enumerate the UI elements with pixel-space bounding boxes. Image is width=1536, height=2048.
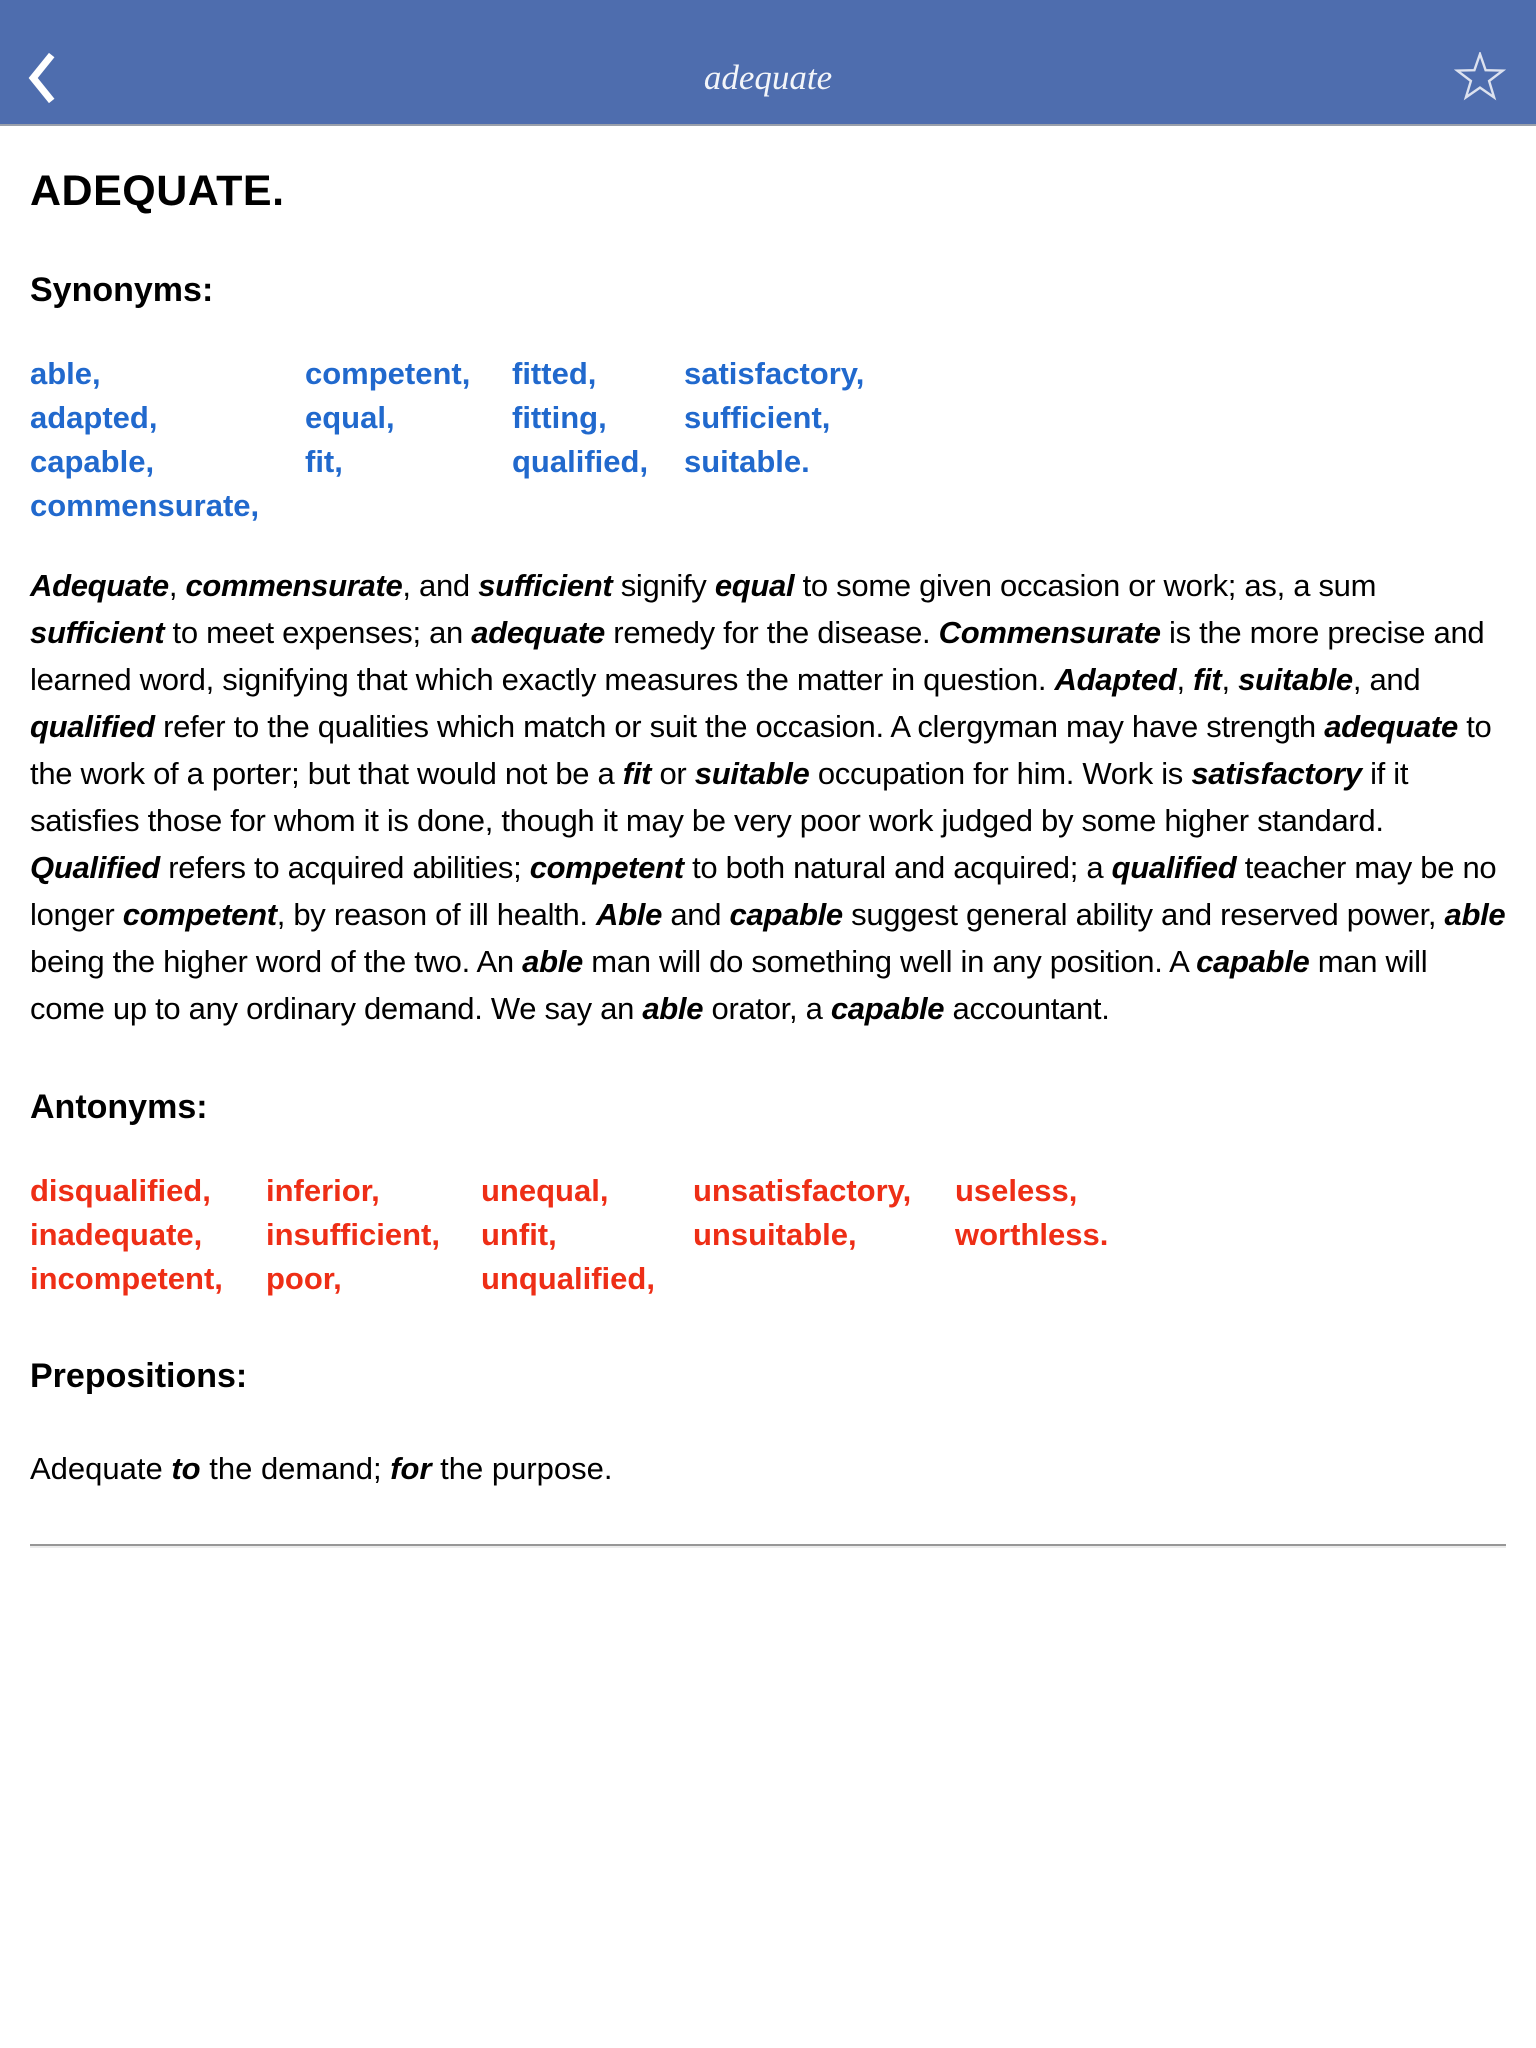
antonyms-list xyxy=(30,1169,1506,1301)
word-column xyxy=(30,1169,266,1301)
synonym-link[interactable]: sufficient, xyxy=(684,400,831,436)
word-column xyxy=(266,1169,481,1301)
antonym-link[interactable]: incompetent, xyxy=(30,1261,223,1297)
emphasized-term: fit xyxy=(1193,662,1222,698)
emphasized-term: Able xyxy=(596,897,663,933)
page-title: adequate xyxy=(703,58,833,97)
plain-text: being the higher word of the two. An xyxy=(30,944,523,980)
synonyms-heading: Synonyms: xyxy=(30,271,214,310)
synonym-link[interactable]: able, xyxy=(30,356,101,392)
emphasized-term: satisfactory xyxy=(1191,756,1362,792)
plain-text: man will come up to any ordinary demand. We say an xyxy=(30,944,1428,1027)
word-column xyxy=(693,1169,955,1301)
antonym-link[interactable]: insufficient, xyxy=(266,1217,440,1253)
plain-text: remedy for the disease. xyxy=(604,615,939,651)
synonym-link[interactable]: satisfactory, xyxy=(684,356,865,392)
discussion-paragraph xyxy=(30,562,1506,1032)
emphasized-term: suitable xyxy=(1238,662,1353,698)
synonym-link[interactable]: commensurate, xyxy=(30,488,260,524)
emphasized-term: commensurate xyxy=(185,568,403,604)
back-button[interactable] xyxy=(22,47,62,109)
emphasized-term: Commensurate xyxy=(938,615,1161,651)
plain-text: to the work of a porter; but that would not be a xyxy=(30,709,1492,792)
plain-text: the purpose. xyxy=(431,1450,613,1486)
word-column xyxy=(955,1169,1108,1301)
plain-text: refers to acquired abilities; xyxy=(159,850,530,886)
favorite-button[interactable] xyxy=(1452,47,1508,109)
emphasized-term: for xyxy=(390,1450,432,1486)
emphasized-term: sufficient xyxy=(30,615,165,651)
plain-text: Adequate xyxy=(30,1450,172,1486)
plain-text: occupation for him. Work is xyxy=(809,756,1192,792)
emphasized-term: suitable xyxy=(694,756,810,792)
plain-text: orator, a xyxy=(703,991,831,1027)
synonyms-list xyxy=(30,352,1506,528)
plain-text: to meet expenses; an xyxy=(164,615,472,651)
emphasized-term: equal xyxy=(714,568,795,604)
word-column xyxy=(481,1169,693,1301)
antonym-link[interactable]: poor, xyxy=(266,1261,342,1297)
emphasized-term: sufficient xyxy=(478,568,613,604)
emphasized-term: able xyxy=(522,944,583,980)
antonym-link[interactable]: inadequate, xyxy=(30,1217,203,1253)
emphasized-term: qualified xyxy=(30,709,155,745)
emphasized-term: qualified xyxy=(1111,850,1237,886)
antonym-link[interactable]: unfit, xyxy=(481,1217,557,1253)
synonym-link[interactable]: fitting, xyxy=(512,400,607,436)
synonym-link[interactable]: competent, xyxy=(305,356,471,392)
word-column xyxy=(30,352,305,528)
emphasized-term: fit xyxy=(622,756,652,792)
emphasized-term: Qualified xyxy=(30,850,160,886)
word-column xyxy=(512,352,684,528)
star-outline-icon xyxy=(1454,52,1506,104)
emphasized-term: adequate xyxy=(1324,709,1458,745)
plain-text: or xyxy=(651,756,695,792)
synonym-link[interactable]: equal, xyxy=(305,400,395,436)
plain-text: and xyxy=(662,897,730,933)
plain-text: is the more precise and learned word, signifying that which exactly measures the matter in question. xyxy=(30,615,1485,698)
emphasized-term: capable xyxy=(1196,944,1310,980)
headword: ADEQUATE. xyxy=(30,167,285,215)
synonym-link[interactable]: adapted, xyxy=(30,400,158,436)
plain-text: , and xyxy=(402,568,479,604)
emphasized-term: Adequate xyxy=(30,568,169,604)
emphasized-term: able xyxy=(642,991,704,1027)
emphasized-term: adequate xyxy=(471,615,605,651)
plain-text: man will do something well in any position. A xyxy=(582,944,1197,980)
plain-text: the demand; xyxy=(200,1450,391,1486)
plain-text: , xyxy=(1176,662,1194,698)
prepositions-text xyxy=(30,1445,1506,1492)
navigation-bar xyxy=(0,0,1536,126)
plain-text: signify xyxy=(612,568,715,604)
plain-text: , xyxy=(1221,662,1239,698)
emphasized-term: competent xyxy=(529,850,684,886)
antonyms-heading: Antonyms: xyxy=(30,1088,208,1127)
emphasized-term: capable xyxy=(830,991,945,1027)
antonym-link[interactable]: inferior, xyxy=(266,1173,380,1209)
plain-text: teacher may be no longer xyxy=(30,850,1497,933)
entry-content xyxy=(0,168,1536,1546)
plain-text: , by reason of ill health. xyxy=(276,897,597,933)
plain-text: to some given occasion or work; as, a sum xyxy=(794,568,1377,604)
synonym-link[interactable]: suitable. xyxy=(684,444,810,480)
synonym-link[interactable]: fit, xyxy=(305,444,343,480)
synonym-link[interactable]: qualified, xyxy=(512,444,649,480)
plain-text: to both natural and acquired; a xyxy=(683,850,1112,886)
antonym-link[interactable]: unqualified, xyxy=(481,1261,655,1297)
synonym-link[interactable]: fitted, xyxy=(512,356,597,392)
antonym-link[interactable]: worthless. xyxy=(955,1217,1109,1253)
emphasized-term: to xyxy=(171,1450,201,1486)
synonym-link[interactable]: capable, xyxy=(30,444,155,480)
plain-text: accountant. xyxy=(944,991,1110,1027)
plain-text: suggest general ability and reserved power, xyxy=(842,897,1445,933)
section-divider xyxy=(30,1544,1506,1546)
plain-text: refer to the qualities which match or suit the occasion. A clergyman may have strength xyxy=(154,709,1325,745)
emphasized-term: capable xyxy=(729,897,843,933)
word-column xyxy=(684,352,864,528)
emphasized-term: able xyxy=(1444,897,1506,933)
plain-text: , xyxy=(168,568,186,604)
antonym-link[interactable]: unsatisfactory, xyxy=(693,1173,912,1209)
antonym-link[interactable]: unequal, xyxy=(481,1173,609,1209)
emphasized-term: Adapted xyxy=(1054,662,1177,698)
chevron-left-icon xyxy=(27,50,57,106)
antonym-link[interactable]: useless, xyxy=(955,1173,1078,1209)
plain-text: , and xyxy=(1352,662,1421,698)
emphasized-term: competent xyxy=(122,897,277,933)
antonym-link[interactable]: disqualified, xyxy=(30,1173,211,1209)
word-column xyxy=(305,352,512,528)
plain-text: if it satisfies those for whom it is done, though it may be very poor work judged by some higher standard. xyxy=(30,756,1409,839)
antonym-link[interactable]: unsuitable, xyxy=(693,1217,857,1253)
prepositions-heading: Prepositions: xyxy=(30,1357,248,1396)
